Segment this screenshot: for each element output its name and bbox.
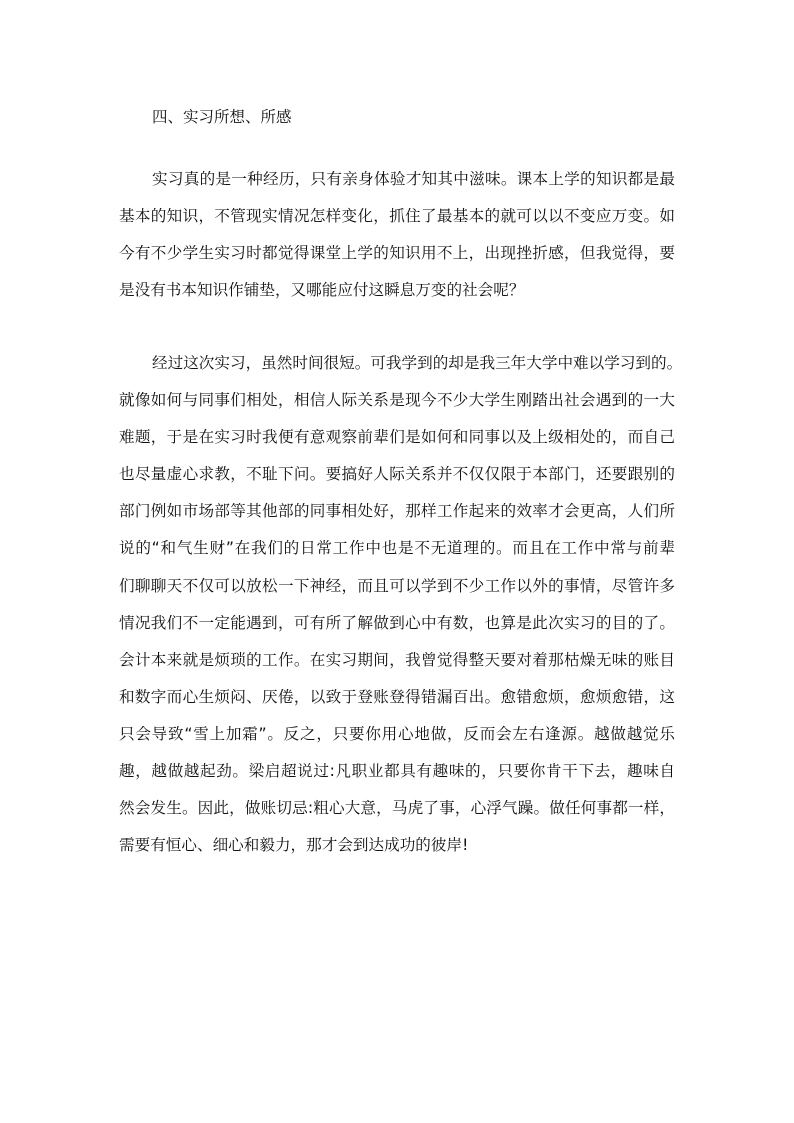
paragraph-2 <box>119 345 683 864</box>
section-heading: 四、实习所想、所感 <box>152 108 292 126</box>
paragraph-line: 们聊聊天不仅可以放松一下神经，而且可以学到不少工作以外的事情，尽管许多 <box>119 576 675 595</box>
paragraph-line: 只会导致“雪上加霜”。反之，只要你用心地做，反而会左右逢源。越做越觉乐 <box>119 724 675 743</box>
paragraph-line: 和数字而心生烦闷、厌倦，以致于登账登得错漏百出。愈错愈烦，愈烦愈错，这 <box>119 687 675 706</box>
paragraph-line: 说的“和气生财”在我们的日常工作中也是不无道理的。而且在工作中常与前辈 <box>119 539 675 558</box>
paragraph-line: 是没有书本知识作铺垫，又哪能应付这瞬息万变的社会呢？ <box>119 281 525 300</box>
paragraph-line: 就像如何与同事们相处，相信人际关系是现今不少大学生刚踏出社会遇到的一大 <box>119 391 675 410</box>
paragraph-line: 也尽量虚心求教，不耻下问。要搞好人际关系并不仅仅限于本部门，还要跟别的 <box>119 465 675 484</box>
paragraph-line: 部门例如市场部等其他部的同事相处好，那样工作起来的效率才会更高，人们所 <box>119 502 675 521</box>
paragraph-line: 今有不少学生实习时都觉得课堂上学的知识用不上，出现挫折感，但我觉得，要 <box>119 244 675 263</box>
paragraph-line: 需要有恒心、细心和毅力，那才会到达成功的彼岸! <box>119 836 469 855</box>
paragraph-line: 经过这次实习，虽然时间很短。可我学到的却是我三年大学中难以学习到的。 <box>152 354 683 372</box>
paragraph-line: 基本的知识，不管现实情况怎样变化，抓住了最基本的就可以以不变应万变。如 <box>119 207 675 226</box>
paragraph-line: 情况我们不一定能遇到，可有所了解做到心中有数，也算是此次实习的目的了。 <box>119 613 675 632</box>
paragraph-line: 实习真的是一种经历，只有亲身体验才知其中滋味。课本上学的知识都是最 <box>152 170 675 188</box>
paragraph-line: 趣，越做越起劲。梁启超说过:凡职业都具有趣味的，只要你肯干下去，趣味自 <box>119 762 675 781</box>
paragraph-line: 会计本来就是烦琐的工作。在实习期间，我曾觉得整天要对着那枯燥无味的账目 <box>119 650 675 669</box>
paragraph-line: 然会发生。因此，做账切忌:粗心大意，马虎了事，心浮气躁。做任何事都一样， <box>119 799 675 818</box>
paragraph-line: 难题，于是在实习时我便有意观察前辈们是如何和同事以及上级相处的，而自己 <box>119 428 675 447</box>
paragraph-1 <box>119 161 675 309</box>
